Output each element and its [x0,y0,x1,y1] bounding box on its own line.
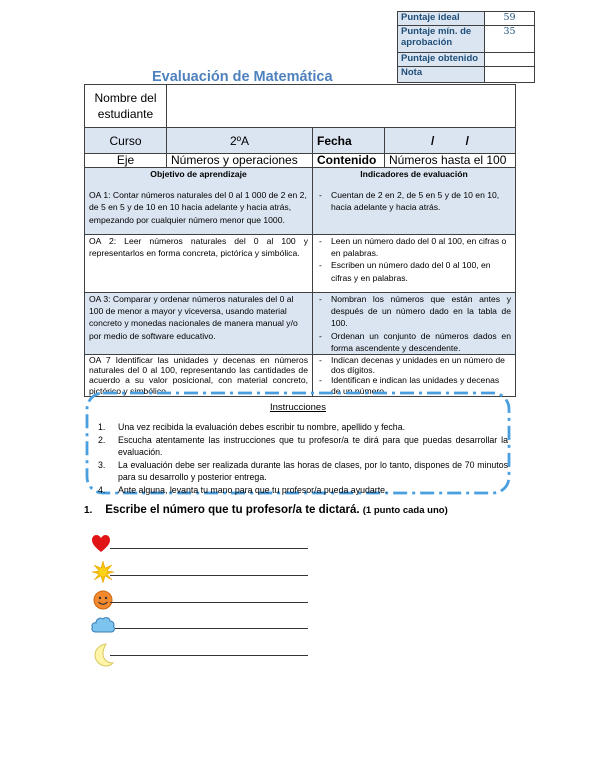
question-text: Escribe el número que tu profesor/a te dictará. [105,504,360,516]
info-table [84,84,516,397]
axis-value: Números y operaciones [167,154,313,168]
objective-text: OA 7 Identificar las unidades y decenas en números naturales del 0 al 100, representando las cantidades de acuerdo a su valor posicional, con material concreto, pictórico y simbólico. [89,355,308,396]
instruction-number: 1. [98,422,106,432]
instruction-number: 4. [98,484,106,495]
instruction-item [98,459,508,484]
indicator-item: - Nombran los números que están antes y después de un número dado en la tabla de 100. [317,293,511,330]
course-value: 2ºA [167,128,313,154]
score-value-ideal: 59 [485,12,535,26]
content-label: Contenido [313,154,385,168]
instruction-text: La evaluación debe ser realizada durante las horas de clases, por lo tanto, dispones de 70 minutos para su desarrollo y posterior entrega. [118,459,508,482]
objective-cell-3 [85,293,313,355]
course-label: Curso [85,128,167,154]
score-label-obtained: Puntaje obtenido [398,53,485,67]
indicator-cell-2 [313,235,516,293]
instruction-number: 2. [98,434,106,445]
answer-line[interactable] [115,628,308,629]
instruction-text: Ante alguna, levanta tu mano para que tu profesor/a pueda ayudarte. [118,484,388,495]
student-name-field[interactable] [167,85,516,128]
indicator-item: - Escriben un número dado del 0 al 100, en cifras y en palabras. [317,259,511,283]
score-row-min [398,26,535,53]
indicator-item: - Leen un número dado del 0 al 100, en cifras o en palabras. [317,235,511,259]
instruction-item [98,434,508,459]
content-value: Números hasta el 100 [385,154,516,168]
score-value-grade[interactable] [485,67,535,83]
indicator-cell-1 [313,168,516,235]
score-row-obtained [398,53,535,67]
instruction-text: Una vez recibida la evaluación debes escribir tu nombre, apellido y fecha. [118,422,406,432]
axis-label: Eje [85,154,167,168]
indicators-header: Indicadores de evaluación [360,169,468,179]
objectives-header: Objetivo de aprendizaje [150,169,247,179]
score-table [397,11,535,83]
sun-icon [92,561,114,583]
objective-cell-2 [85,235,313,293]
question-points: (1 punto cada uno) [362,505,448,516]
instructions-list [98,421,508,496]
instruction-text: Escucha atentamente las instrucciones que tu profesor/a te dirá para que puedas desarrollar la evaluación. [118,434,508,457]
date-label: Fecha [313,128,385,154]
indicator-item: - Indican decenas y unidades en un número de dos dígitos. [317,355,511,375]
score-row-ideal [398,12,535,26]
indicator-cell-3 [313,293,516,355]
score-value-obtained[interactable] [485,53,535,67]
date-field[interactable]: / / [385,128,516,154]
answer-line[interactable] [110,548,308,549]
student-name-label: Nombre del estudiante [85,85,167,128]
indicator-item: - Cuentan de 2 en 2, de 5 en 5 y de 10 en 10, hacia adelante y hacia atrás. [317,189,511,213]
score-row-grade [398,67,535,83]
instructions-title: Instrucciones [270,402,326,413]
indicator-item: - Ordenan un conjunto de números dados en forma ascendente y descendente. [317,330,511,354]
page-title: Evaluación de Matemática [152,69,333,85]
objective-cell-1 [85,168,313,235]
objective-text: OA 2: Leer números naturales del 0 al 100 y representarlos en forma concreta, pictórica y simbólica. [89,236,308,259]
instruction-number: 3. [98,459,106,470]
instruction-item [98,484,508,497]
indicator-item: - Identifican e indican las unidades y decenas de un número. [317,375,511,395]
answer-line[interactable] [110,655,308,656]
question-1 [84,504,448,516]
answer-line[interactable] [110,602,308,603]
instruction-item [98,421,508,434]
cloud-icon [90,615,116,635]
score-value-min: 35 [485,26,535,53]
answer-line[interactable] [110,575,308,576]
score-label-min: Puntaje mín. de aprobación [398,26,485,53]
score-label-ideal: Puntaje ideal [398,12,485,26]
heart-icon [91,534,111,554]
objective-text: OA 1: Contar números naturales del 0 al 1 000 de 2 en 2, de 5 en 5 y de 10 en 10 hacia adelante y hacia atrás, empezando por cualquier número menor que 1000. [89,190,307,225]
objective-text: OA 3: Comparar y ordenar números naturales del 0 al 100 de menor a mayor y viceversa, usando material concreto y monedas nacionales de manera manual y/o por medio de software educativo. [89,294,298,341]
smiley-icon [93,590,113,610]
score-label-grade: Nota [398,67,485,83]
question-number: 1. [84,505,93,516]
